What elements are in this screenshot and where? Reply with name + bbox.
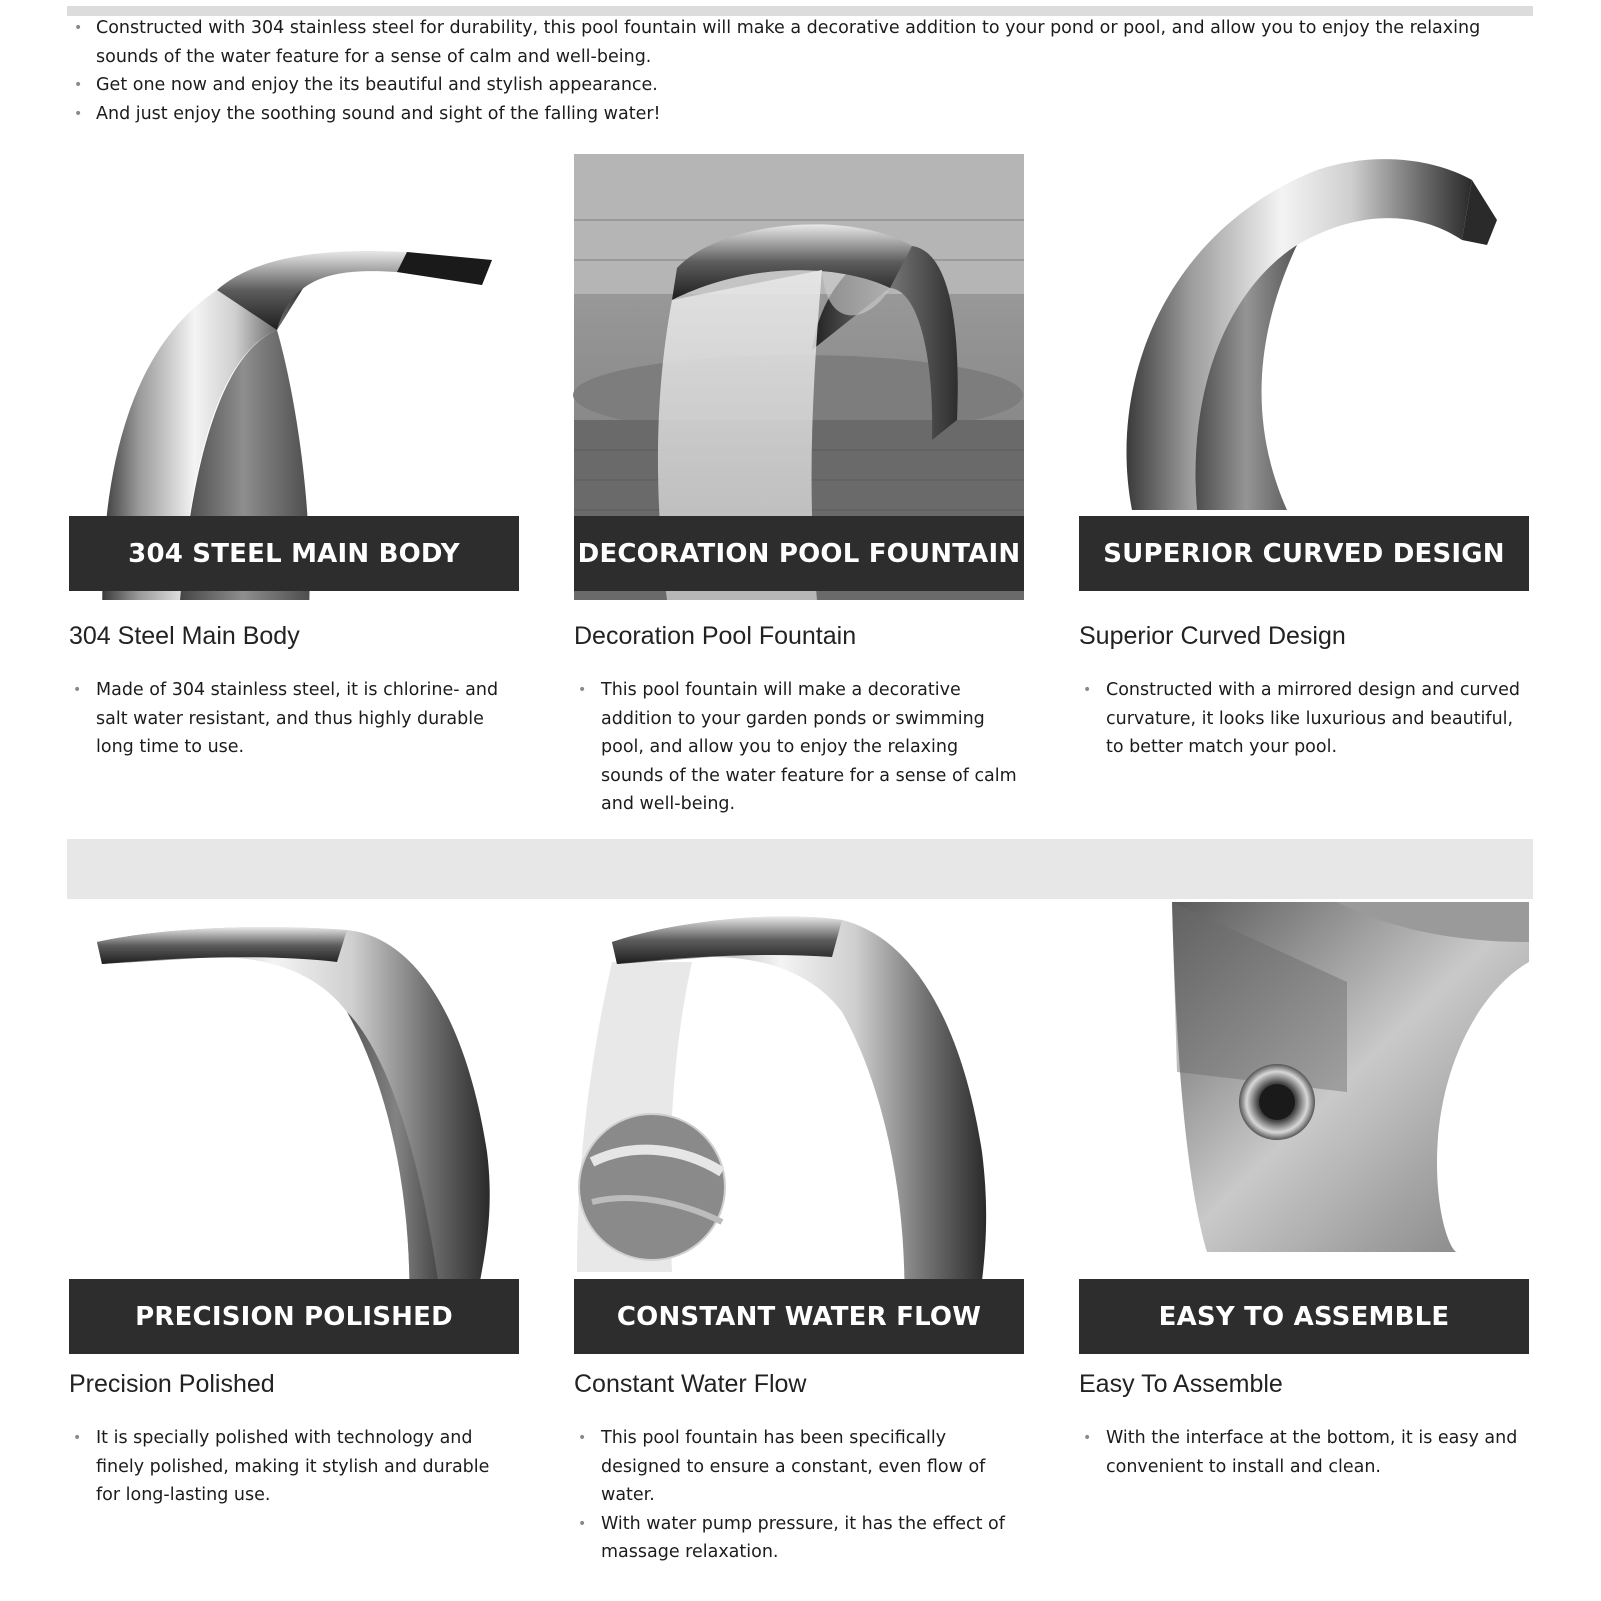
bullet-icon: •: [1083, 1430, 1092, 1446]
feature-title: Constant Water Flow: [574, 1370, 807, 1398]
feature-banner: DECORATION POOL FOUNTAIN: [574, 516, 1024, 591]
feature-title: Superior Curved Design: [1079, 622, 1346, 650]
bullet-icon: •: [74, 20, 83, 36]
feature-banner: EASY TO ASSEMBLE: [1079, 1279, 1529, 1354]
section-divider: [67, 839, 1533, 899]
feature-banner: 304 STEEL MAIN BODY: [69, 516, 519, 591]
feature-banner: PRECISION POLISHED: [69, 1279, 519, 1354]
feature-bullets: [574, 676, 1019, 819]
feature-bullet: • Constructed with a mirrored design and curved curvature, it looks like luxurious and beautiful, to better match your pool.: [1079, 676, 1524, 762]
bullet-icon: •: [73, 1430, 82, 1446]
bullet-icon: •: [578, 1430, 587, 1446]
feature-banner: SUPERIOR CURVED DESIGN: [1079, 516, 1529, 591]
feature-bullet: • With water pump pressure, it has the effect of massage relaxation.: [574, 1510, 1019, 1567]
feature-bullet: • It is specially polished with technology and finely polished, making it stylish and durable for long-lasting use.: [69, 1424, 514, 1510]
bullet-icon: •: [1083, 682, 1092, 698]
bullet-icon: •: [578, 682, 587, 698]
feature-bullets: [69, 1424, 514, 1510]
feature-title: Easy To Assemble: [1079, 1370, 1283, 1398]
detail-inset-icon: [579, 1114, 725, 1260]
feature-bullet: • With the interface at the bottom, it is easy and convenient to install and clean.: [1079, 1424, 1524, 1481]
bullet-icon: •: [73, 682, 82, 698]
intro-list: [72, 14, 1512, 128]
bullet-icon: •: [578, 1515, 587, 1532]
feature-title: Decoration Pool Fountain: [574, 622, 857, 650]
feature-title: 304 Steel Main Body: [69, 622, 300, 650]
intro-item: • And just enjoy the soothing sound and sight of the falling water!: [72, 100, 1512, 129]
feature-bullet: • This pool fountain has been specifically designed to ensure a constant, even flow of water.: [574, 1424, 1019, 1510]
feature-bullets: [69, 676, 514, 762]
feature-bullet: • This pool fountain will make a decorative addition to your garden ponds or swimming pool, and allow you to enjoy the relaxing sounds of the water feature for a sense of calm and well-being.: [574, 676, 1019, 819]
bullet-icon: •: [74, 77, 83, 93]
feature-banner: CONSTANT WATER FLOW: [574, 1279, 1024, 1354]
feature-bullets: [1079, 676, 1524, 762]
feature-bullets: [574, 1424, 1019, 1567]
intro-item: • Constructed with 304 stainless steel for durability, this pool fountain will make a decorative addition to your pond or pool, and allow you to enjoy the relaxing sounds of the water feature for a sense of calm and well-being.: [72, 14, 1512, 71]
intro-item: • Get one now and enjoy the its beautiful and stylish appearance.: [72, 71, 1512, 100]
feature-bullet: • Made of 304 stainless steel, it is chlorine- and salt water resistant, and thus highly durable long time to use.: [69, 676, 514, 762]
feature-title: Precision Polished: [69, 1370, 275, 1398]
feature-bullets: [1079, 1424, 1524, 1481]
bullet-icon: •: [74, 105, 83, 122]
